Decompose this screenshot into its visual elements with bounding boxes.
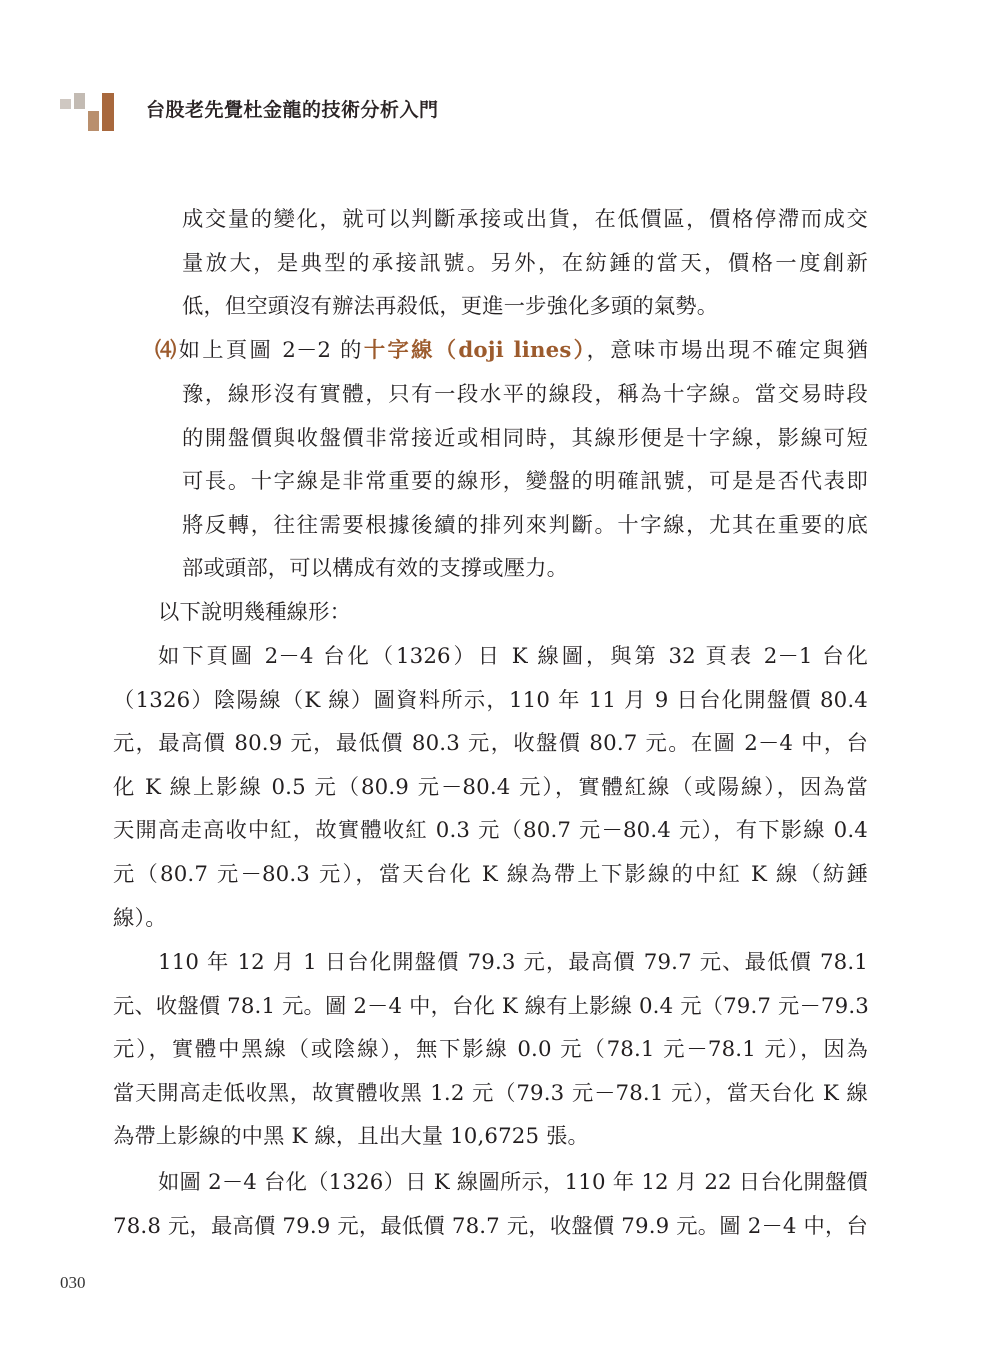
text-line: （1326）陰陽線（K 線）圖資料所示，110 年 11 月 9 日台化開盤價 80.4: [113, 687, 868, 713]
deco-bar-3: [88, 111, 99, 131]
text-line: 的開盤價與收盤價非常接近或相同時，其線形便是十字線，影線可短: [182, 425, 868, 451]
text-line: 成交量的變化，就可以判斷承接或出貨，在低價區，價格停滯而成交: [182, 207, 868, 232]
text-fragment: ，意味市場出現不確定與猶: [586, 338, 868, 363]
text-line: 元、收盤價 78.1 元。圖 2－4 中，台化 K 線有上影線 0.4 元（79.7 元－79.3: [113, 993, 869, 1019]
text-line: [155, 329, 868, 373]
text-line: 為帶上影線的中黑 K 線，且出大量 10,6725 張。: [113, 1124, 590, 1150]
page-number: 030: [60, 1273, 86, 1292]
paragraph-4: [113, 635, 868, 940]
text-line: 元（80.7 元－80.3 元），當天台化 K 線為帶上下影線的中紅 K 線（紡錘: [113, 861, 868, 887]
text-line: 線）。: [113, 905, 167, 931]
running-header-title: 台股老先覺杜金龍的技術分析入門: [146, 99, 439, 121]
text-line: 可長。十字線是非常重要的線形，變盤的明確訊號，可是是否代表即: [182, 469, 868, 495]
text-line: 元），實體中黑線（或陰線），無下影線 0.0 元（78.1 元－78.1 元），因為: [113, 1037, 868, 1063]
paragraph-item-4: [155, 329, 868, 373]
text-line: 量放大，是典型的承接訊號。另外，在紡錘的當天，價格一度創新: [182, 250, 868, 276]
text-line: 將反轉，往往需要根據後續的排列來判斷。十字線，尤其在重要的底: [182, 512, 868, 538]
text-line: 如下頁圖 2－4 台化（1326）日 K 線圖，與第 32 頁表 2－1 台化: [158, 644, 868, 669]
text-fragment: 如上頁圖 2－2 的: [178, 338, 364, 363]
deco-bar-2: [74, 93, 85, 109]
paragraph-6: [113, 1161, 868, 1248]
text-line: 天開高走高收中紅，故實體收紅 0.3 元（80.7 元－80.4 元），有下影線 0.4: [113, 818, 868, 844]
doji-term-highlight: 十字線（doji lines）: [363, 338, 587, 363]
deco-bar-1: [60, 99, 71, 109]
item-number: ⑷: [155, 338, 179, 363]
paragraph-3: [158, 591, 868, 635]
text-line: 低，但空頭沒有辦法再殺低，更進一步強化多頭的氣勢。: [182, 294, 719, 320]
header-decoration-bars: [60, 93, 130, 133]
text-line: 以下說明幾種線形：: [158, 600, 352, 625]
text-line: 部或頭部，可以構成有效的支撐或壓力。: [182, 556, 569, 582]
paragraph-5: [113, 941, 868, 1159]
text-line: 如圖 2－4 台化（1326）日 K 線圖所示，110 年 12 月 22 日台化開盤價: [158, 1170, 868, 1195]
text-line: 豫，線形沒有實體，只有一段水平的線段，稱為十字線。當交易時段: [182, 382, 868, 407]
text-line: 元，最高價 80.9 元，最低價 80.3 元，收盤價 80.7 元。在圖 2－4 中，台: [113, 731, 868, 757]
deco-bar-4: [102, 93, 114, 131]
paragraph-item-4-cont: [182, 373, 868, 591]
text-line: 110 年 12 月 1 日台化開盤價 79.3 元，最高價 79.7 元、最低價 78.1: [158, 950, 868, 975]
paragraph-1: [182, 198, 868, 329]
text-line: 化 K 線上影線 0.5 元（80.9 元－80.4 元），實體紅線（或陽線），因為當: [113, 774, 868, 800]
text-line: 當天開高走低收黑，故實體收黑 1.2 元（79.3 元－78.1 元），當天台化 K 線: [113, 1080, 868, 1106]
text-line: 78.8 元，最高價 79.9 元，最低價 78.7 元，收盤價 79.9 元。圖 2－4 中，台: [113, 1213, 868, 1239]
